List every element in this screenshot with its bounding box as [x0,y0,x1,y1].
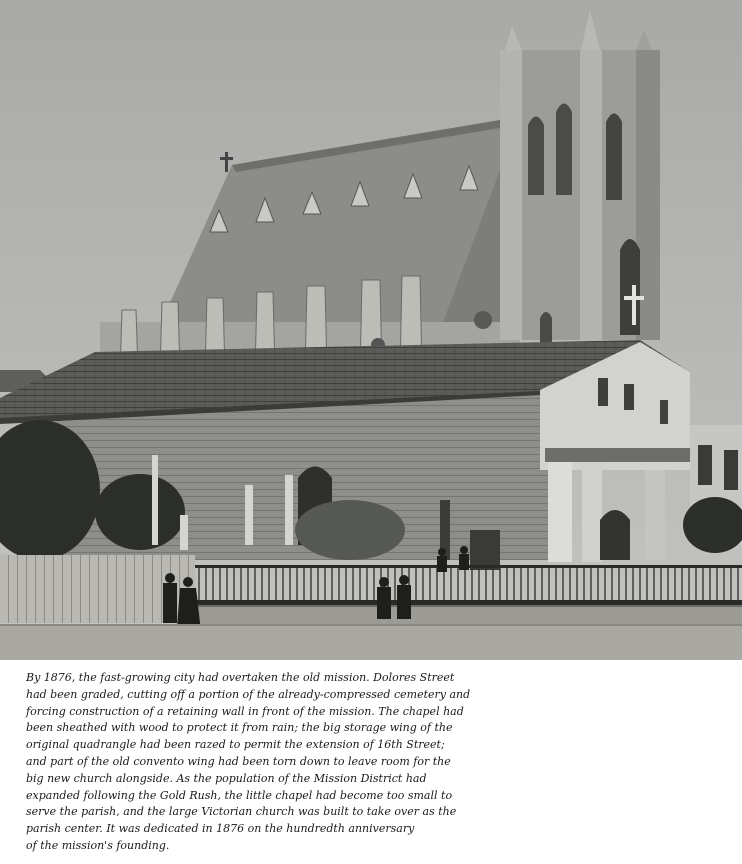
caption-line: of the mission's founding. [26,838,170,852]
caption-line: had been graded, cutting off a portion of the already-compressed cemetery and [26,687,471,701]
caption-line: expanded following the Gold Rush, the little chapel had become too small to [26,788,453,802]
bell-tower [500,10,660,345]
caption-line: and part of the old convento wing had been torn down to leave room for the [26,754,451,768]
caption-line: big new church alongside. As the population of the Mission District had [26,771,427,785]
caption-line: By 1876, the fast-growing city had overtaken the old mission. Dolores Street [26,671,455,684]
caption-line: parish center. It was dedicated in 1876 on the hundredth anniversary [26,822,415,836]
iron-railing [195,565,742,627]
photo-caption [26,670,471,855]
caption-line: serve the parish, and the large Victorian church was built to take over as the [26,805,457,819]
caption-line: been sheathed with wood to protect it from rain; the big storage wing of the [26,721,453,735]
street [0,624,742,660]
caption-line: original quadrangle had been razed to permit the extension of 16th Street; [26,738,445,752]
caption-line: forcing construction of a retaining wall in front of the mission. The chapel had [26,704,464,718]
